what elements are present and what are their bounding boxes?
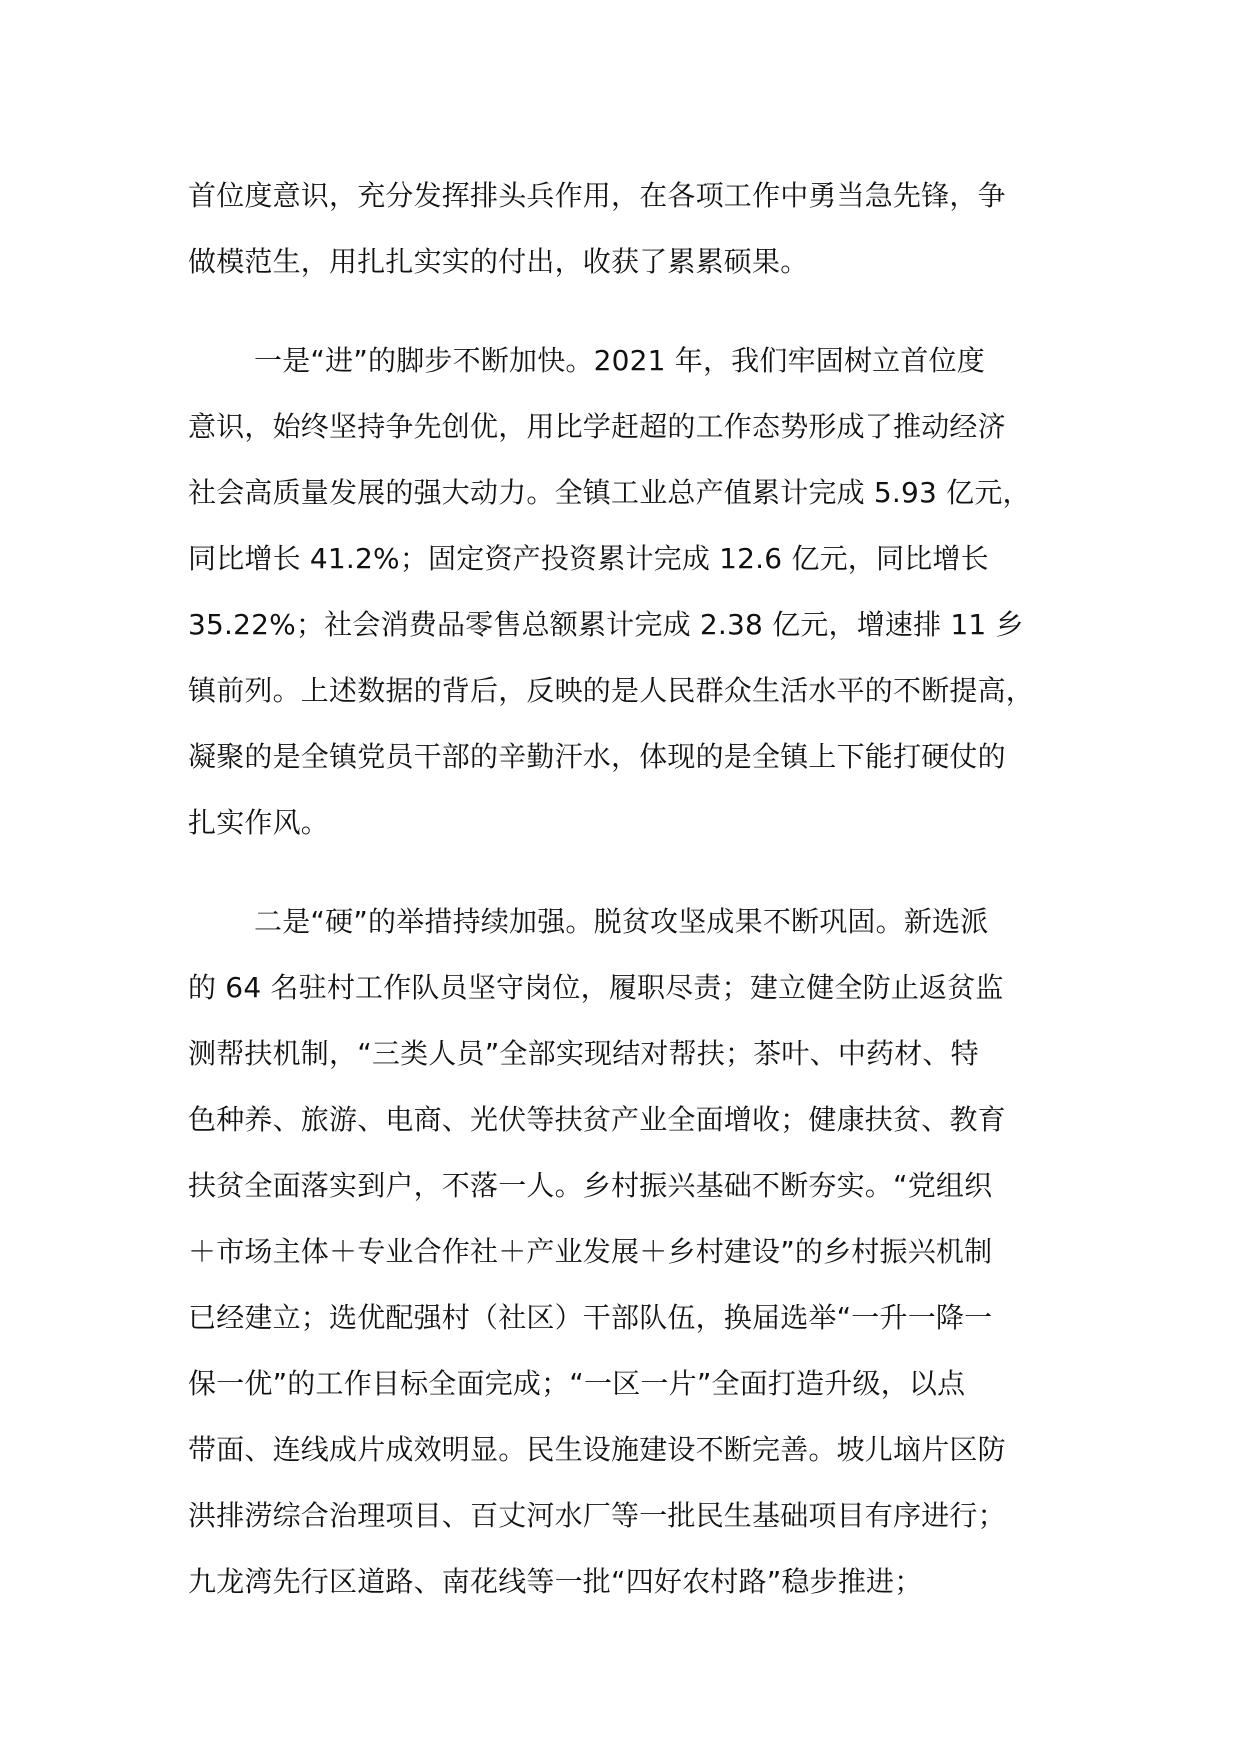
paragraph-gap — [188, 869, 1068, 902]
text-line: 扶贫全面落实到户，不落一人。乡村振兴基础不断夯实。“党组织 — [188, 1169, 993, 1202]
text-line: 镇前列。上述数据的背后，反映的是人民群众生活水平的不断提高， — [188, 674, 1035, 707]
text-line: 一是“进”的脚步不断加快。2021 年，我们牢固树立首位度 — [254, 344, 985, 377]
text-line: 的 64 名驻村工作队员坚守岗位，履职尽责；建立健全防止返贫监 — [188, 971, 1004, 1004]
text-line: 测帮扶机制，“三类人员”全部实现结对帮扶；茶叶、中药材、特 — [188, 1037, 979, 1070]
text-line: 已经建立；选优配强村（社区）干部队伍，换届选举“一升一降一 — [188, 1301, 993, 1334]
paragraph-measures — [188, 902, 1068, 1628]
text-line: 九龙湾先行区道路、南花线等一批“四好农村路”稳步推进； — [188, 1565, 923, 1598]
text-line: 二是“硬”的举措持续加强。脱贫攻坚成果不断巩固。新选派 — [254, 905, 989, 938]
text-line: ＋市场主体＋专业合作社＋产业发展＋乡村建设”的乡村振兴机制 — [188, 1235, 993, 1268]
text-line: 保一优”的工作目标全面完成；“一区一片”全面打造升级，以点 — [188, 1367, 966, 1400]
text-line: 洪排涝综合治理项目、百丈河水厂等一批民生基础项目有序进行； — [188, 1499, 1006, 1532]
text-line: 扎实作风。 — [188, 806, 330, 839]
text-line: 带面、连线成片成效明显。民生设施建设不断完善。坡儿垴片区防 — [188, 1433, 1006, 1466]
text-line: 35.22%；社会消费品零售总额累计完成 2.38 亿元，增速排 11 乡 — [188, 608, 1024, 641]
paragraph-intro — [188, 176, 1068, 308]
document-page — [188, 176, 1068, 1628]
text-line: 色种养、旅游、电商、光伏等扶贫产业全面增收；健康扶贫、教育 — [188, 1103, 1006, 1136]
text-line: 做模范生，用扎扎实实的付出，收获了累累硕果。 — [188, 245, 809, 278]
text-line: 凝聚的是全镇党员干部的辛勤汗水，体现的是全镇上下能打硬仗的 — [188, 740, 1006, 773]
text-line: 首位度意识，充分发挥排头兵作用，在各项工作中勇当急先锋，争 — [188, 179, 1006, 212]
text-line: 社会高质量发展的强大动力。全镇工业总产值累计完成 5.93 亿元， — [188, 476, 1031, 509]
paragraph-gap — [188, 308, 1068, 341]
text-line: 同比增长 41.2%；固定资产投资累计完成 12.6 亿元，同比增长 — [188, 542, 989, 575]
text-line: 意识，始终坚持争先创优，用比学赶超的工作态势形成了推动经济 — [188, 410, 1006, 443]
paragraph-progress — [188, 341, 1068, 869]
